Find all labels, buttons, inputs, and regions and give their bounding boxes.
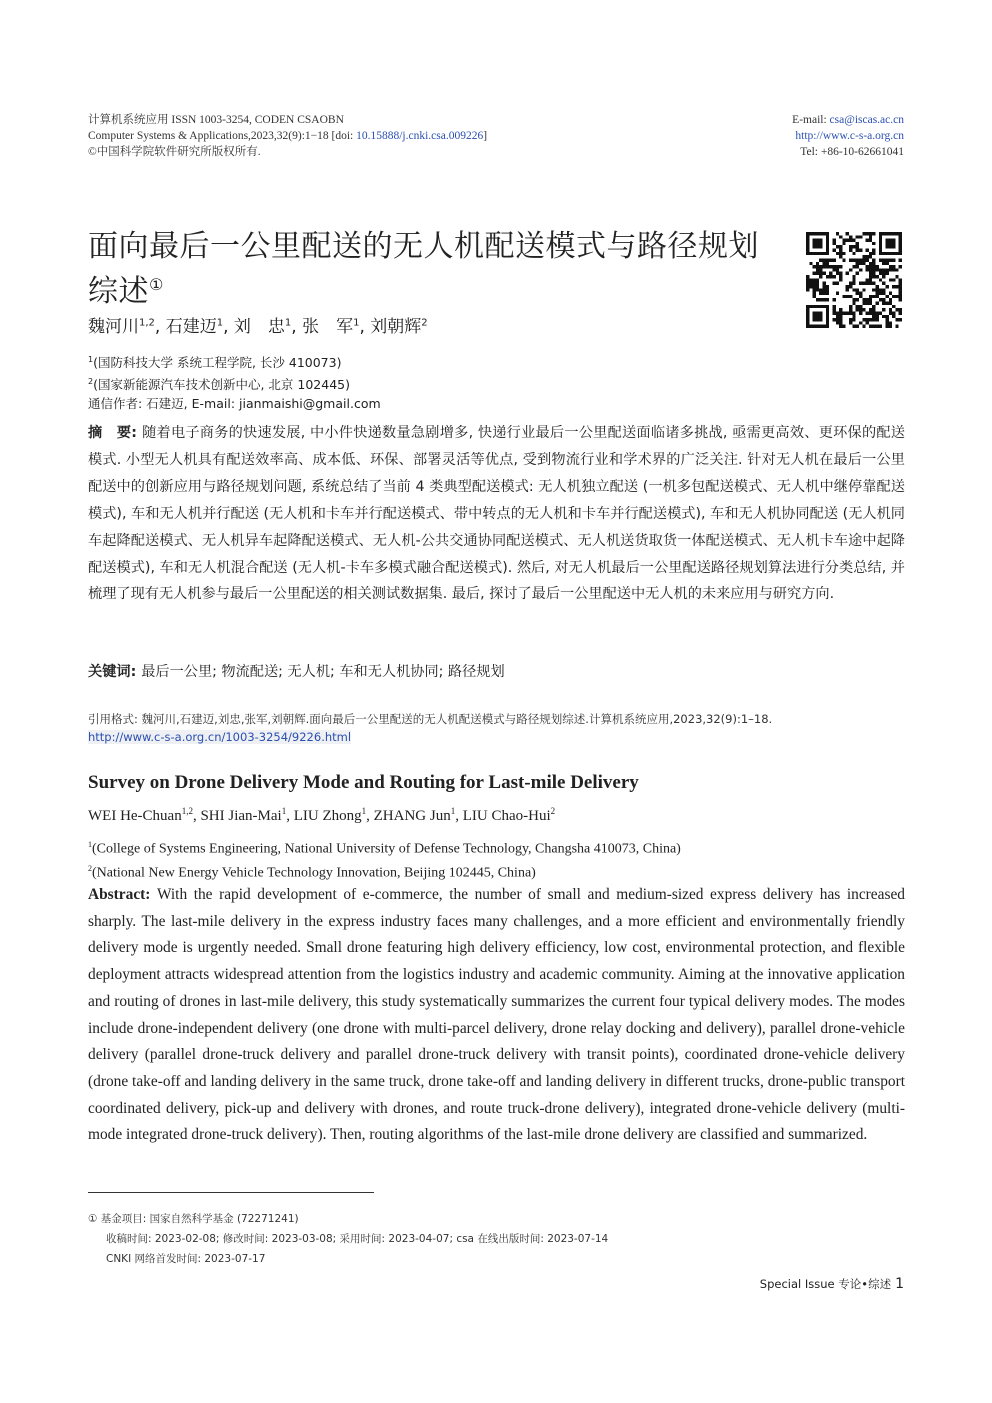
affiliation-1: $^1$(国防科技大学 系统工程学院, 长沙 410073)	[88, 355, 342, 371]
abstract-label: 摘 要	[88, 425, 132, 441]
doi-link[interactable]: 10.15888/j.cnki.csa.009226	[356, 130, 484, 142]
email-link[interactable]: csa@iscas.ac.cn	[829, 114, 904, 126]
author-affiliation-mark: 1	[216, 317, 224, 329]
copyright: ©中国科学院软件研究所版权所有.	[88, 146, 261, 158]
english-author-affiliation-mark: 2	[550, 806, 556, 816]
english-author-affiliation-mark: 1	[450, 806, 456, 816]
section-label: Special Issue 专论•综述	[759, 1277, 892, 1291]
author-name: 刘朝辉	[370, 317, 422, 337]
english-author-separator: ,	[366, 808, 374, 824]
author-affiliation-mark: 1	[353, 317, 360, 329]
journal-contact	[792, 112, 904, 160]
keywords-label: 关键词	[88, 664, 131, 680]
journal-citation: Computer Systems & Applications,2023,32(9):1−18 [doi: 10.15888/j.cnki.csa.009226]	[88, 130, 488, 142]
english-author-affiliation-mark: 1	[361, 806, 367, 816]
page-footer	[760, 1276, 904, 1292]
affiliation-2: $^2$(国家新能源汽车技术创新中心, 北京 102445)	[88, 377, 350, 393]
english-author-name: ZHANG Jun	[373, 808, 451, 824]
keywords: 关键词: 最后一公里; 物流配送; 无人机; 车和无人机协同; 路径规划	[88, 664, 505, 680]
dates-note: 收稿时间: 2023-02-08; 修改时间: 2023-03-08; 采用时间: 2023-04-07; csa 在线出版时间: 2023-07-14	[106, 1233, 609, 1245]
author-affiliation-mark: 1,2	[139, 317, 155, 329]
english-abstract-text: With the rapid development of e-commerce, the number of small and medium-sized express delivery has increased sharply. The last-mile delivery in the express industry faces many challenges, and a more efficient and environmentally friendly delivery mode is urgently needed. Small drone featuring high delivery efficiency, low cost, environmental protection, and flexible deployment attracts widespread attention from the logistics industry and academic community. Aiming at the innovative application and routing of drones in last-mile delivery, this study systematically summarizes the current four typical delivery modes. The modes include drone-independent delivery (one drone with multi-parcel delivery, drone relay docking and delivery), parallel drone-vehicle delivery (parallel drone-truck delivery and parallel drone-truck delivery with transit points), coordinated drone-vehicle delivery (drone take-off and landing delivery in the same truck, drone take-off and landing delivery in different trucks, drone-public transport coordinated delivery, pick-up and delivery with drones, and route truck-drone delivery), integrated drone-vehicle delivery (multi-mode integrated drone-truck delivery). Then, routing algorithms of the last-mile drone delivery are classified and summarized.	[88, 886, 905, 1144]
website-link[interactable]: http://www.c-s-a.org.cn	[795, 130, 904, 142]
english-author-name: LIU Zhong	[293, 808, 362, 824]
affiliations	[88, 350, 381, 413]
author-affiliation-mark: 2	[421, 317, 428, 329]
author-name: 石建迈	[165, 317, 217, 337]
english-author-name: LIU Chao-Hui	[462, 808, 551, 824]
author-separator: ,	[154, 317, 166, 337]
journal-header	[88, 112, 487, 160]
english-author-separator: ,	[192, 808, 201, 824]
english-author-name: WEI He-Chuan	[88, 808, 182, 824]
cnki-note: CNKI 网络首发时间: 2023-07-17	[106, 1253, 266, 1265]
citation-text: 魏河川,石建迈,刘忠,张军,刘朝辉.面向最后一公里配送的无人机配送模式与路径规划综述.计算机系统应用,2023,32(9):1–18.	[141, 712, 773, 726]
footnote	[88, 1209, 608, 1269]
english-author-name: SHI Jian-Mai	[200, 808, 282, 824]
author-separator: ,	[291, 317, 303, 337]
english-affiliation-1: $^1$(College of Systems Engineering, National University of Defense Technology, Changsha 410073, China)	[88, 840, 681, 857]
abstract-text: 随着电子商务的快速发展, 中小件快递数量急剧增多, 快递行业最后一公里配送面临诸多挑战, 亟需更高效、更环保的配送模式. 小型无人机具有配送效率高、成本低、环保、部署灵活等优点, 受到物流行业和学术界的广泛关注. 针对无人机在最后一公里配送中的创新应用与路径规划问题, 系统总结了当前 4 类典型配送模式: 无人机独立配送 (一机多包配送模式、无人机中继停靠配送模式), 车和无人机并行配送 (无人机和卡车并行配送模式、带中转点的无人机和卡车并行配送模式), 车和无人机协同配送 (无人机同车起降配送模式、无人机异车起降配送模式、无人机-公共交通协同配送模式、无人机送货取货一体配送模式、无人机卡车途中起降配送模式), 车和无人机混合配送 (无人机-卡车多模式融合配送模式). 然后, 对无人机最后一公里配送路径规划算法进行分类总结, 并梳理了现有无人机参与最后一公里配送的相关测试数据集. 最后, 探讨了最后一公里配送中无人机的未来应用与研究方向.	[88, 425, 905, 603]
english-author-list	[88, 806, 555, 825]
page-number: 1	[895, 1276, 904, 1292]
citation-block	[88, 710, 905, 746]
author-separator: ,	[223, 317, 234, 337]
author-separator: ,	[359, 317, 371, 337]
english-author-separator: ,	[455, 808, 463, 824]
english-author-affiliation-mark: 1	[281, 806, 287, 816]
funding-note: ① 基金项目: 国家自然科学基金 (72271241)	[88, 1213, 299, 1225]
english-affiliation-2: $^2$(National New Energy Vehicle Technology Innovation, Beijing 102445, China)	[88, 863, 536, 881]
author-list	[88, 312, 428, 337]
english-affiliations	[88, 835, 681, 882]
citation-label: 引用格式:	[88, 712, 142, 726]
author-name: 魏河川	[88, 317, 139, 337]
english-author-separator: ,	[286, 808, 294, 824]
corresponding-author: 通信作者: 石建迈, E-mail: jianmaishi@gmail.com	[88, 396, 381, 412]
english-abstract-label: Abstract	[88, 886, 146, 903]
qr-code-icon	[806, 232, 902, 328]
keywords-text: 最后一公里; 物流配送; 无人机; 车和无人机协同; 路径规划	[141, 664, 505, 680]
author-name: 张 军	[302, 317, 354, 337]
paper-title: 面向最后一公里配送的无人机配送模式与路径规划综述①	[88, 229, 759, 309]
email-line: E-mail: csa@iscas.ac.cn	[792, 114, 904, 126]
title-footnote-mark[interactable]: ①	[149, 275, 164, 294]
citation-url[interactable]: http://www.c-s-a.org.cn/1003-3254/9226.html	[88, 730, 352, 744]
author-affiliation-mark: 1	[284, 317, 292, 329]
abstract-en: Abstract: With the rapid development of e-commerce, the number of small and medium-sized express delivery has increased sharply. The last-mile delivery in the express industry faces many challenges, and a more efficient and environmentally friendly delivery mode is urgently needed. Small drone featuring high delivery efficiency, low cost, environmental protection, and flexible deployment attracts widespread attention from the logistics industry and academic community. Aiming at the innovative application and routing of drones in last-mile delivery, this study systematically summarizes the current four typical delivery modes. The modes include drone-independent delivery (one drone with multi-parcel delivery, drone relay docking and delivery), parallel drone-vehicle delivery (parallel drone-truck delivery and parallel drone-truck delivery with transit points), coordinated drone-vehicle delivery (drone take-off and landing delivery in the same truck, drone take-off and landing delivery in different trucks, drone-public transport coordinated delivery, pick-up and delivery with drones, and route truck-drone delivery), integrated drone-vehicle delivery (multi-mode integrated drone-truck delivery). Then, routing algorithms of the last-mile drone delivery are classified and summarized.	[88, 886, 905, 1144]
tel: Tel: +86-10-62661041	[800, 146, 904, 158]
author-name: 刘 忠	[233, 317, 285, 337]
english-title: Survey on Drone Delivery Mode and Routing for Last-mile Delivery	[88, 772, 639, 793]
footnote-divider	[88, 1192, 374, 1193]
journal-issn: 计算机系统应用 ISSN 1003-3254, CODEN CSAOBN	[88, 114, 344, 126]
english-author-affiliation-mark: 1,2	[181, 806, 193, 816]
abstract-cn: 摘 要: 随着电子商务的快速发展, 中小件快递数量急剧增多, 快递行业最后一公里配送面临诸多挑战, 亟需更高效、更环保的配送模式. 小型无人机具有配送效率高、成本低、环保、部署灵活等优点, 受到物流行业和学术界的广泛关注. 针对无人机在最后一公里配送中的创新应用与路径规划问题, 系统总结了当前 4 类典型配送模式: 无人机独立配送 (一机多包配送模式、无人机中继停靠配送模式), 车和无人机并行配送 (无人机和卡车并行配送模式、带中转点的无人机和卡车并行配送模式), 车和无人机协同配送 (无人机同车起降配送模式、无人机异车起降配送模式、无人机-公共交通协同配送模式、无人机送货取货一体配送模式、无人机卡车途中起降配送模式), 车和无人机混合配送 (无人机-卡车多模式融合配送模式). 然后, 对无人机最后一公里配送路径规划算法进行分类总结, 并梳理了现有无人机参与最后一公里配送的相关测试数据集. 最后, 探讨了最后一公里配送中无人机的未来应用与研究方向.	[88, 425, 905, 603]
